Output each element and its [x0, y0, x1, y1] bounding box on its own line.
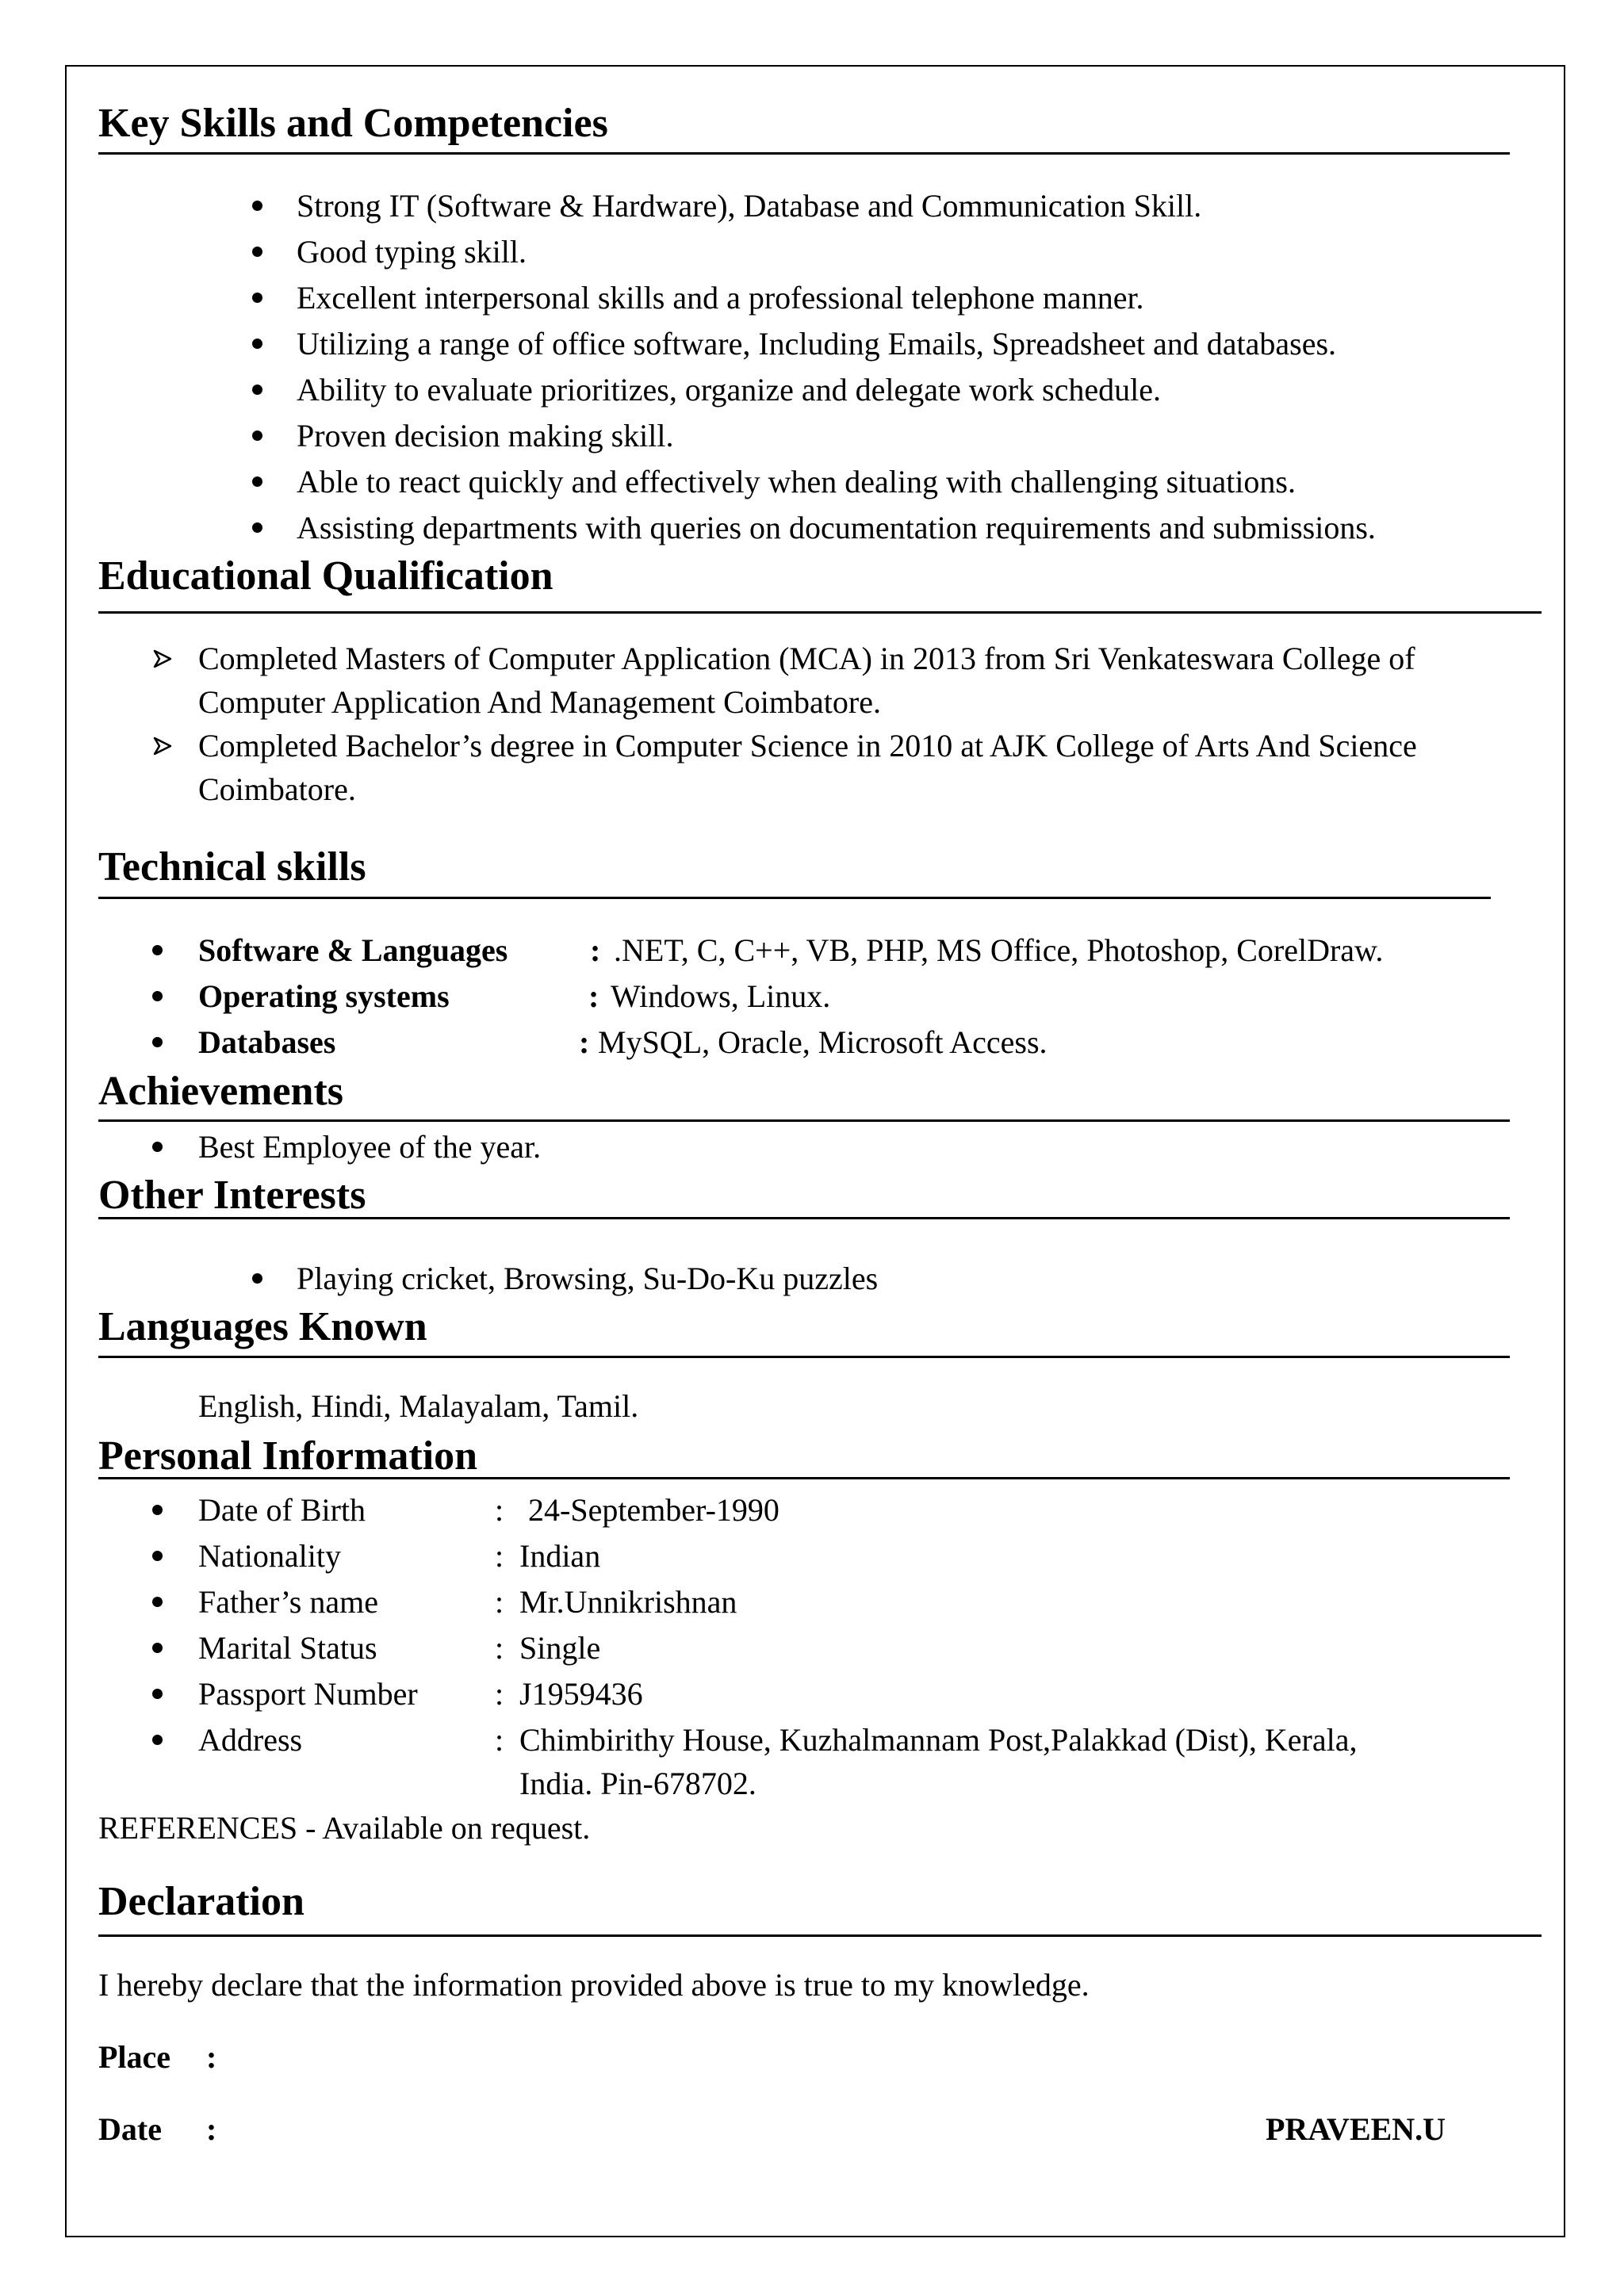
bullet-dot — [252, 476, 262, 487]
bullet-dot — [152, 1643, 163, 1653]
separator: : — [495, 1584, 504, 1620]
bullet-dot — [152, 1505, 163, 1515]
bullet-dot — [152, 991, 163, 1001]
personal-label: Father’s name — [198, 1584, 378, 1620]
list-item: Completed Masters of Computer Application (MCA) in 2013 from Sri Venkateswara College of — [198, 641, 1415, 676]
separator: : — [590, 932, 601, 968]
arrow-bullet-icon — [152, 649, 173, 669]
bullet-dot — [152, 945, 163, 955]
bullet-dot — [152, 1735, 163, 1745]
separator: : — [579, 1024, 590, 1060]
technical-rule — [98, 897, 1491, 899]
arrow-bullet-icon — [152, 736, 173, 756]
bullet-dot — [252, 430, 262, 441]
separator: : — [588, 978, 599, 1014]
bullet-dot — [252, 293, 262, 303]
personal-value: J1959436 — [519, 1676, 643, 1712]
separator: : — [495, 1538, 504, 1574]
bullet-dot — [252, 522, 262, 533]
list-item: Ability to evaluate prioritizes, organize and delegate work schedule. — [297, 372, 1161, 408]
list-item: Utilizing a range of office software, Including Emails, Spreadsheet and databases. — [297, 326, 1337, 362]
personal-label: Passport Number — [198, 1676, 418, 1712]
declaration-heading: Declaration — [98, 1879, 304, 1924]
list-item: Good typing skill. — [297, 234, 527, 270]
list-item: Best Employee of the year. — [198, 1129, 542, 1165]
skill-value: MySQL, Oracle, Microsoft Access. — [598, 1024, 1048, 1060]
personal-value-continued: India. Pin-678702. — [519, 1766, 756, 1801]
list-item: Proven decision making skill. — [297, 418, 674, 453]
list-item: Strong IT (Software & Hardware), Database and Communication Skill. — [297, 188, 1202, 224]
key-skills-heading: Key Skills and Competencies — [98, 101, 608, 146]
skill-label: Software & Languages — [198, 932, 508, 968]
education-heading: Educational Qualification — [98, 553, 553, 599]
separator: : — [495, 1722, 504, 1758]
personal-label: Date of Birth — [198, 1492, 366, 1528]
bullet-dot — [152, 1551, 163, 1561]
personal-label: Nationality — [198, 1538, 341, 1574]
education-rule — [98, 611, 1542, 614]
bullet-dot — [152, 1037, 163, 1047]
interests-heading: Other Interests — [98, 1173, 366, 1218]
bullet-dot — [252, 339, 262, 349]
languages-text: English, Hindi, Malayalam, Tamil. — [198, 1388, 639, 1424]
bullet-dot — [152, 1142, 163, 1152]
personal-value: 24-September-1990 — [528, 1492, 779, 1528]
personal-heading: Personal Information — [98, 1433, 478, 1479]
date-label: Date — [98, 2111, 162, 2147]
separator: : — [495, 1492, 504, 1528]
interests-rule — [98, 1217, 1510, 1219]
key-skills-rule — [98, 152, 1510, 155]
declaration-rule — [98, 1934, 1542, 1937]
separator: : — [206, 2039, 217, 2075]
list-item-continued: Coimbatore. — [198, 771, 356, 807]
list-item: Playing cricket, Browsing, Su-Do-Ku puzzles — [297, 1261, 879, 1296]
languages-rule — [98, 1356, 1510, 1358]
bullet-dot — [152, 1689, 163, 1699]
list-item: Excellent interpersonal skills and a professional telephone manner. — [297, 280, 1144, 316]
languages-heading: Languages Known — [98, 1304, 427, 1349]
personal-value: Single — [519, 1630, 601, 1666]
technical-heading: Technical skills — [98, 844, 366, 890]
list-item: Able to react quickly and effectively when dealing with challenging situations. — [297, 464, 1296, 499]
bullet-dot — [252, 385, 262, 395]
separator: : — [495, 1630, 504, 1666]
place-label: Place — [98, 2039, 171, 2075]
bullet-dot — [152, 1597, 163, 1607]
personal-value: Mr.Unnikrishnan — [519, 1584, 737, 1620]
skill-value: .NET, C, C++, VB, PHP, MS Office, Photoshop, CorelDraw. — [614, 932, 1384, 968]
declaration-text: I hereby declare that the information provided above is true to my knowledge. — [98, 1967, 1090, 2003]
list-item: Completed Bachelor’s degree in Computer Science in 2010 at AJK College of Arts And Science — [198, 728, 1417, 763]
bullet-dot — [252, 201, 262, 211]
personal-value: Chimbirithy House, Kuzhalmannam Post,Palakkad (Dist), Kerala, — [519, 1722, 1358, 1758]
skill-value: Windows, Linux. — [611, 978, 831, 1014]
personal-label: Address — [198, 1722, 303, 1758]
personal-rule — [98, 1477, 1510, 1479]
achievements-rule — [98, 1119, 1510, 1122]
references-text: REFERENCES - Available on request. — [98, 1810, 591, 1846]
separator: : — [495, 1676, 504, 1712]
bullet-dot — [252, 247, 262, 257]
signature-name: PRAVEEN.U — [1266, 2111, 1446, 2147]
bullet-dot — [252, 1273, 262, 1284]
achievements-heading: Achievements — [98, 1069, 344, 1114]
personal-value: Indian — [519, 1538, 601, 1574]
list-item: Assisting departments with queries on documentation requirements and submissions. — [297, 510, 1376, 545]
list-item-continued: Computer Application And Management Coimbatore. — [198, 684, 881, 720]
skill-label: Databases — [198, 1024, 336, 1060]
separator: : — [206, 2111, 217, 2147]
personal-label: Marital Status — [198, 1630, 377, 1666]
skill-label: Operating systems — [198, 978, 450, 1014]
